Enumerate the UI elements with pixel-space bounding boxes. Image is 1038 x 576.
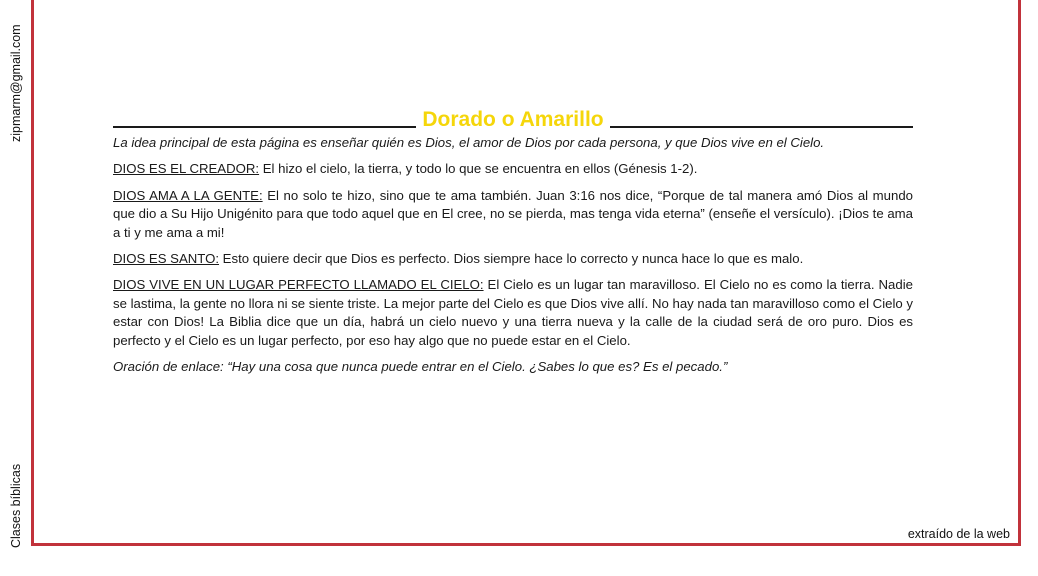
section-heading: DIOS ES SANTO: <box>113 251 220 267</box>
sidebar-label: Clases bíblicas <box>9 463 23 548</box>
lesson-content <box>113 108 913 384</box>
title-row <box>113 108 913 132</box>
title-rule-left <box>113 108 416 128</box>
source-note: extraído de la web <box>907 527 1010 541</box>
section-creator <box>113 160 913 178</box>
section-body: Esto quiere decir que Dios es perfecto. Dios siempre hace lo correcto y nunca hace lo que es malo. <box>219 251 804 267</box>
section-heading: DIOS AMA A LA GENTE: <box>113 187 263 203</box>
closing-text: Oración de enlace: “Hay una cosa que nunca puede entrar en el Cielo. ¿Sabes lo que es? Es el pecado.” <box>113 359 728 375</box>
section-body: El no solo te hizo, sino que te ama también. Juan 3:16 nos dice, “Porque de tal manera amó Dios al mundo que dio a Su Hijo Unigénito para que todo aquel que en El cree, no se pierda, mas tenga vida eterna” (enseñe el versículo). ¡Dios te ama a ti y me ama a mi! <box>113 187 914 240</box>
section-heading: DIOS ES EL CREADOR: <box>113 161 260 177</box>
section-heading: DIOS VIVE EN UN LUGAR PERFECTO LLAMADO EL CIELO: <box>113 277 484 293</box>
section-love <box>113 187 913 242</box>
title-rule-right <box>610 108 913 128</box>
section-body: El hizo el cielo, la tierra, y todo lo que se encuentra en ellos (Génesis 1-2). <box>259 161 698 177</box>
section-heaven <box>113 276 913 350</box>
section-holy <box>113 250 913 268</box>
section-body: El Cielo es un lugar tan maravilloso. El Cielo no es como la tierra. Nadie se lastima, la gente no llora ni se siente triste. La mejor parte del Cielo es que Dios vive allí. No hay nada tan maravilloso como el Cielo y estar con Dios! La Biblia dice que un día, habrá un cielo nuevo y una tierra nueva y la calle de la ciudad será de oro puro. Dios es perfecto y el Cielo es un lugar perfecto, por eso hay algo que no puede estar en el Cielo. <box>113 277 913 348</box>
intro-text: La idea principal de esta página es enseñar quién es Dios, el amor de Dios por cada persona, y que Dios vive en el Cielo. <box>113 135 825 150</box>
sidebar-email: zipmarm@gmail.com <box>9 24 23 142</box>
page-title: Dorado o Amarillo <box>422 108 604 131</box>
